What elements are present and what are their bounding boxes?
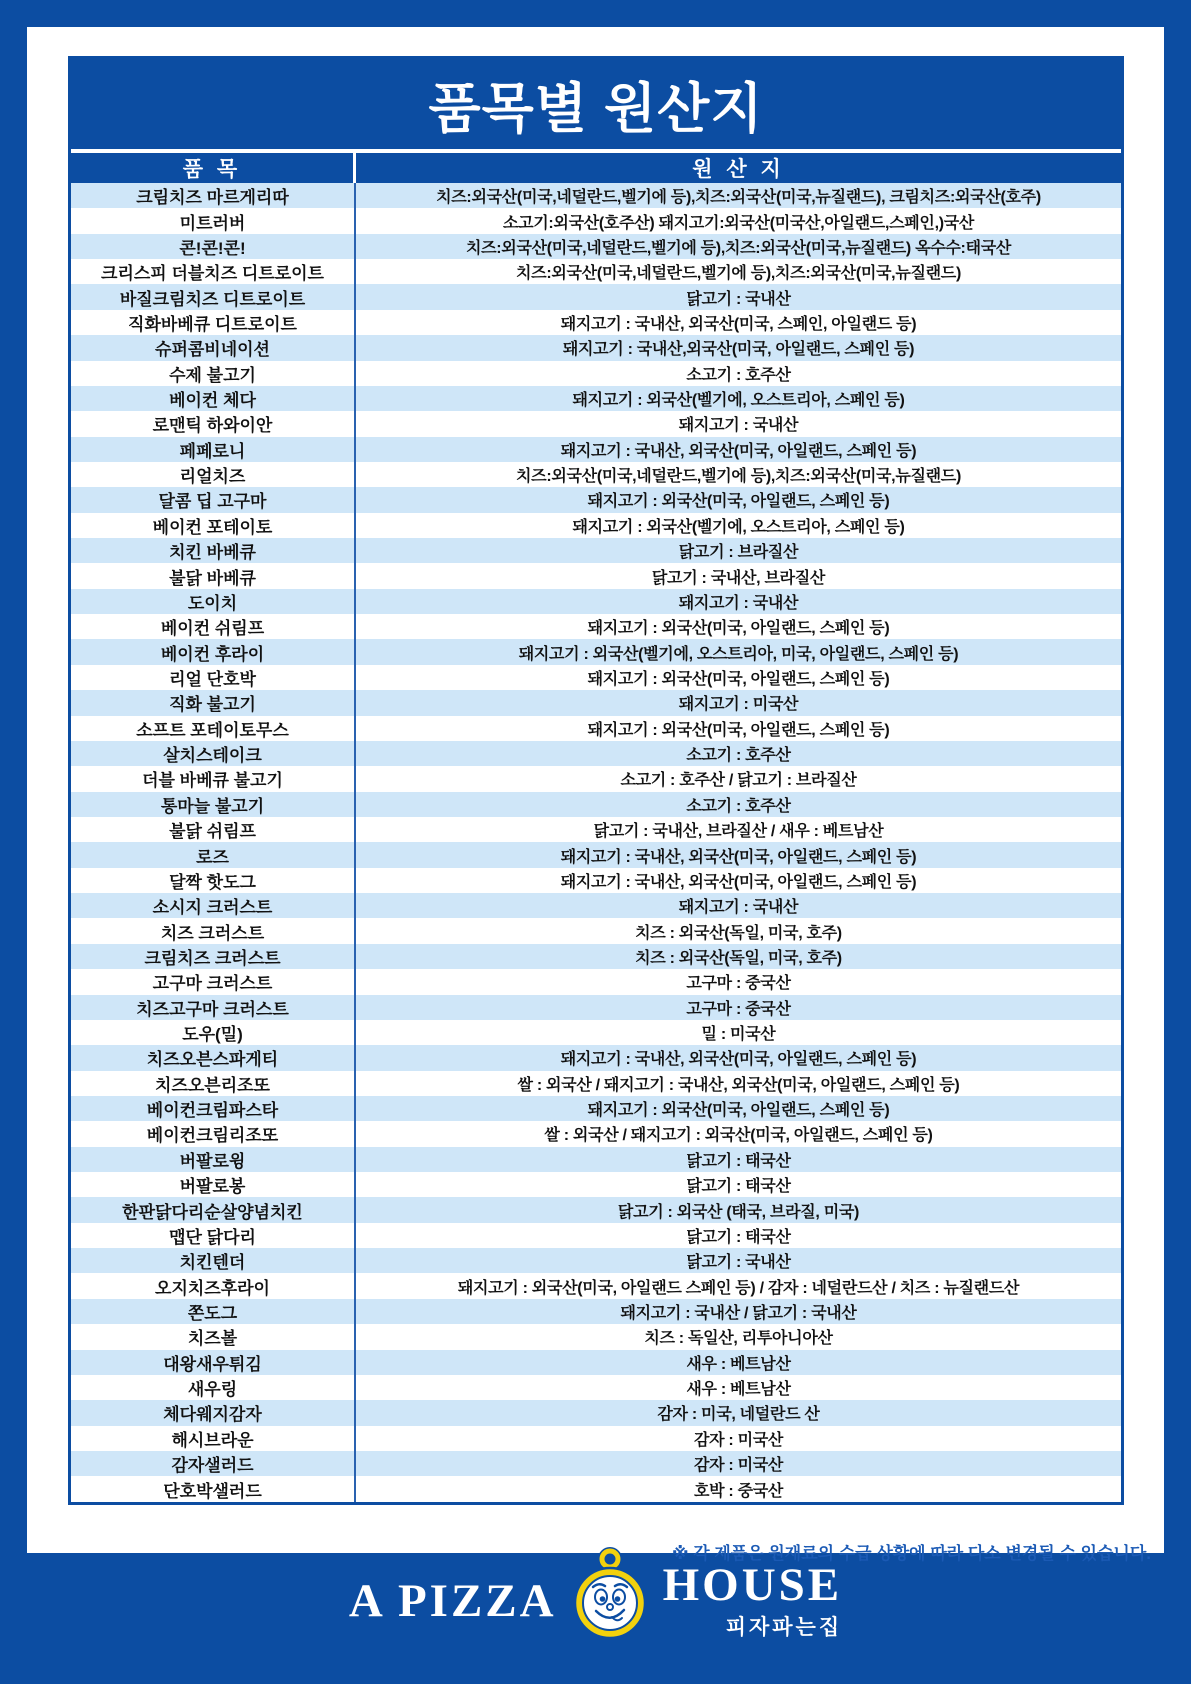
- origin-cell: 고구마 : 중국산: [686, 1000, 791, 1018]
- item-name-cell: 달짝 핫도그: [71, 868, 356, 893]
- table-row: [71, 386, 1121, 411]
- table-row: [71, 665, 1121, 690]
- item-name-cell: 리얼 단호박: [71, 665, 356, 690]
- table-row: [71, 335, 1121, 360]
- origin-cell: 돼지고기 : 국내산, 외국산(미국, 아일랜드, 스페인 등): [560, 1051, 917, 1069]
- item-name-cell: 맵단 닭다리: [71, 1223, 356, 1248]
- item-name-cell: 베이컨크림파스타: [71, 1096, 356, 1121]
- table-row: [71, 462, 1121, 487]
- item-name-cell: 체다웨지감자: [71, 1400, 356, 1425]
- origin-cell: 돼지고기 : 국내산: [678, 417, 799, 435]
- item-name-cell: 콘!콘!콘!: [71, 234, 356, 259]
- item-name-cell: 직화 불고기: [71, 690, 356, 715]
- table-row: [71, 1223, 1121, 1248]
- origin-cell: 돼지고기 : 외국산(미국, 아일랜드, 스페인 등): [587, 620, 890, 638]
- origin-cell: 돼지고기 : 국내산: [678, 899, 799, 917]
- origin-cell: 돼지고기 : 국내산: [678, 594, 799, 612]
- origin-cell: 돼지고기 : 국내산, 외국산(미국, 아일랜드, 스페인 등): [560, 848, 917, 866]
- table-row: [71, 1324, 1121, 1349]
- origin-cell: 쌀 : 외국산 / 돼지고기 : 국내산, 외국산(미국, 아일랜드, 스페인 등): [517, 1076, 960, 1094]
- item-name-cell: 슈퍼콤비네이션: [71, 335, 356, 360]
- origin-cell: 치즈 : 독일산, 리투아니아산: [644, 1330, 833, 1348]
- item-name-cell: 치즈 크러스트: [71, 918, 356, 943]
- table-row: [71, 208, 1121, 233]
- logo-word-left: A PIZZA: [348, 1575, 557, 1627]
- table-row: [71, 1299, 1121, 1324]
- origin-cell: 돼지고기 : 외국산(벨기에, 오스트리아, 미국, 아일랜드, 스페인 등): [518, 645, 959, 663]
- item-name-cell: 도이치: [71, 589, 356, 614]
- origin-cell: 밀 : 미국산: [701, 1026, 776, 1044]
- origin-cell: 치즈:외국산(미국,네덜란드,벨기에 등),치즈:외국산(미국,뉴질랜드): [516, 265, 961, 283]
- origin-cell: 소고기:외국산(호주산) 돼지고기:외국산(미국산,아일랜드,스페인,)국산: [502, 214, 975, 232]
- item-name-cell: 오지치즈후라이: [71, 1273, 356, 1298]
- item-name-cell: 불닭 바베큐: [71, 563, 356, 588]
- origin-cell: 닭고기 : 외국산 (태국, 브라질, 미국): [617, 1203, 860, 1221]
- table-row: [71, 183, 1121, 208]
- item-name-cell: 치즈오븐리조또: [71, 1071, 356, 1096]
- table-row: [71, 690, 1121, 715]
- item-name-cell: 치즈고구마 크러스트: [71, 995, 356, 1020]
- origin-cell: 치즈:외국산(미국,네덜란드,벨기에 등),치즈:외국산(미국,뉴질랜드) 옥수수:태국산: [465, 239, 1012, 257]
- item-name-cell: 베이컨 쉬림프: [71, 614, 356, 639]
- brand-logo: [0, 1559, 1191, 1641]
- origin-cell: 닭고기 : 국내산: [686, 1254, 791, 1272]
- item-name-cell: 치즈오븐스파게티: [71, 1045, 356, 1070]
- item-name-cell: 베이컨 체다: [71, 386, 356, 411]
- table-row: [71, 893, 1121, 918]
- origin-cell: 돼지고기 : 국내산 / 닭고기 : 국내산: [620, 1304, 857, 1322]
- logo-subtitle: 피자파는집: [725, 1616, 843, 1639]
- table-row: [71, 1172, 1121, 1197]
- item-name-cell: 쫀도그: [71, 1299, 356, 1324]
- origin-cell: 소고기 : 호주산: [686, 797, 791, 815]
- origin-cell: 닭고기 : 국내산: [686, 290, 791, 308]
- item-name-cell: 로즈: [71, 842, 356, 867]
- table-body: [71, 183, 1121, 1502]
- table-row: [71, 969, 1121, 994]
- origin-cell: 닭고기 : 태국산: [686, 1178, 791, 1196]
- table-row: [71, 259, 1121, 284]
- origin-cell: 돼지고기 : 외국산(벨기에, 오스트리아, 스페인 등): [572, 518, 905, 536]
- table-row: [71, 1096, 1121, 1121]
- table-row: [71, 1045, 1121, 1070]
- table-row: [71, 1121, 1121, 1146]
- item-name-cell: 해시브라운: [71, 1426, 356, 1451]
- table-row: [71, 310, 1121, 335]
- table-header-row: [71, 153, 1121, 183]
- origin-cell: 감자 : 미국산: [693, 1431, 784, 1449]
- item-name-cell: 불닭 쉬림프: [71, 817, 356, 842]
- item-name-cell: 한판닭다리순살양념치킨: [71, 1197, 356, 1222]
- table-row: [71, 792, 1121, 817]
- item-name-cell: 치킨 바베큐: [71, 538, 356, 563]
- item-name-cell: 리얼치즈: [71, 462, 356, 487]
- logo-right-block: [662, 1559, 843, 1641]
- item-name-cell: 도우(밀): [71, 1020, 356, 1045]
- origin-cell: 닭고기 : 국내산, 브라질산 / 새우 : 베트남산: [593, 823, 884, 841]
- origin-table: [68, 56, 1124, 1505]
- origin-cell: 소고기 : 호주산: [686, 747, 791, 765]
- item-name-cell: 직화바베큐 디트로이트: [71, 310, 356, 335]
- table-row: [71, 817, 1121, 842]
- table-row: [71, 234, 1121, 259]
- item-name-cell: 크리스피 더블치즈 디트로이트: [71, 259, 356, 284]
- item-name-cell: 치즈볼: [71, 1324, 356, 1349]
- table-row: [71, 716, 1121, 741]
- table-row: [71, 766, 1121, 791]
- origin-cell: 닭고기 : 브라질산: [678, 544, 799, 562]
- origin-cell: 돼지고기 : 외국산(미국, 아일랜드, 스페인 등): [587, 671, 890, 688]
- table-row: [71, 1451, 1121, 1476]
- table-row: [71, 1426, 1121, 1451]
- item-name-cell: 크림치즈 크러스트: [71, 944, 356, 969]
- table-row: [71, 995, 1121, 1020]
- origin-cell: 소고기 : 호주산: [686, 366, 791, 384]
- table-row: [71, 513, 1121, 538]
- table-row: [71, 1147, 1121, 1172]
- logo-word-right: HOUSE: [662, 1559, 843, 1611]
- table-row: [71, 284, 1121, 309]
- item-name-cell: 더블 바베큐 불고기: [71, 766, 356, 791]
- item-name-cell: 미트러버: [71, 208, 356, 233]
- table-row: [71, 918, 1121, 943]
- table-row: [71, 1273, 1121, 1298]
- table-row: [71, 1375, 1121, 1400]
- item-name-cell: 수제 불고기: [71, 361, 356, 386]
- item-name-cell: 살치스테이크: [71, 741, 356, 766]
- origin-cell: 돼지고기 : 국내산, 외국산(미국, 아일랜드, 스페인 등): [560, 873, 917, 891]
- table-row: [71, 563, 1121, 588]
- table-row: [71, 1020, 1121, 1045]
- origin-cell: 감자 : 미국, 네덜란드 산: [657, 1406, 820, 1424]
- item-name-cell: 단호박샐러드: [71, 1476, 356, 1501]
- table-row: [71, 1248, 1121, 1273]
- table-row: [71, 1197, 1121, 1222]
- pizza-house-mascot-icon: [573, 1545, 647, 1641]
- item-name-cell: 베이컨 후라이: [71, 639, 356, 664]
- item-name-cell: 버팔로봉: [71, 1172, 356, 1197]
- table-row: [71, 639, 1121, 664]
- table-row: [71, 1476, 1121, 1501]
- origin-cell: 돼지고기 : 외국산(미국, 아일랜드, 스페인 등): [587, 493, 890, 511]
- origin-cell: 고구마 : 중국산: [686, 975, 791, 993]
- column-header-item: 품 목: [71, 153, 356, 183]
- origin-cell: 호박 : 중국산: [693, 1482, 784, 1500]
- origin-cell: 치즈 : 외국산(독일, 미국, 호주): [635, 949, 842, 967]
- origin-cell: 돼지고기 : 외국산(미국, 아일랜드, 스페인 등): [587, 1102, 890, 1120]
- column-header-origin: 원 산 지: [692, 158, 785, 181]
- origin-cell: 치즈:외국산(미국,네덜란드,벨기에 등),치즈:외국산(미국,뉴질랜드): [516, 468, 961, 486]
- table-row: [71, 614, 1121, 639]
- item-name-cell: 크림치즈 마르게리따: [71, 183, 356, 208]
- origin-cell: 치즈:외국산(미국,네덜란드,벨기에 등),치즈:외국산(미국,뉴질랜드), 크림치즈:외국산(호주): [436, 189, 1041, 207]
- origin-cell: 치즈 : 외국산(독일, 미국, 호주): [635, 924, 842, 942]
- item-name-cell: 대왕새우튀김: [71, 1350, 356, 1375]
- table-row: [71, 1071, 1121, 1096]
- item-name-cell: 베이컨크림리조또: [71, 1121, 356, 1146]
- item-name-cell: 바질크림치즈 디트로이트: [71, 284, 356, 309]
- item-name-cell: 소프트 포테이토무스: [71, 716, 356, 741]
- origin-cell: 돼지고기 : 미국산: [678, 696, 799, 714]
- item-name-cell: 고구마 크러스트: [71, 969, 356, 994]
- item-name-cell: 베이컨 포테이토: [71, 513, 356, 538]
- origin-cell: 돼지고기 : 외국산(벨기에, 오스트리아, 스페인 등): [572, 392, 905, 410]
- item-name-cell: 소시지 크러스트: [71, 893, 356, 918]
- item-name-cell: 달콤 딥 고구마: [71, 487, 356, 512]
- table-row: [71, 411, 1121, 436]
- table-row: [71, 589, 1121, 614]
- table-row: [71, 1400, 1121, 1425]
- page-title: 품목별 원산지: [71, 59, 1121, 149]
- origin-cell: 감자 : 미국산: [693, 1457, 784, 1475]
- item-name-cell: 버팔로윙: [71, 1147, 356, 1172]
- table-row: [71, 487, 1121, 512]
- table-row: [71, 868, 1121, 893]
- origin-cell: 돼지고기 : 외국산(미국, 아일랜드 스페인 등) / 감자 : 네덜란드산 / 치즈 : 뉴질랜드산: [457, 1279, 1020, 1297]
- origin-cell: 소고기 : 호주산 / 닭고기 : 브라질산: [620, 772, 857, 790]
- item-name-cell: 통마늘 불고기: [71, 792, 356, 817]
- table-row: [71, 944, 1121, 969]
- item-name-cell: 감자샐러드: [71, 1451, 356, 1476]
- table-row: [71, 361, 1121, 386]
- origin-cell: 돼지고기 : 국내산,외국산(미국, 아일랜드, 스페인 등): [562, 341, 915, 359]
- origin-cell: 닭고기 : 국내산, 브라질산: [651, 569, 826, 587]
- footnote-text: ※ 각 제품은 원재료의 수급 상황에 따라 다소 변경될 수 있습니다.: [671, 1544, 1151, 1563]
- origin-cell: 닭고기 : 태국산: [686, 1228, 791, 1246]
- item-name-cell: 치킨텐더: [71, 1248, 356, 1273]
- origin-cell: 새우 : 베트남산: [686, 1355, 791, 1373]
- item-name-cell: 페페로니: [71, 437, 356, 462]
- table-row: [71, 538, 1121, 563]
- origin-cell: 쌀 : 외국산 / 돼지고기 : 외국산(미국, 아일랜드, 스페인 등): [544, 1127, 933, 1145]
- table-row: [71, 741, 1121, 766]
- table-row: [71, 437, 1121, 462]
- origin-cell: 돼지고기 : 국내산, 외국산(미국, 스페인, 아일랜드 등): [560, 315, 917, 333]
- item-name-cell: 로맨틱 하와이안: [71, 411, 356, 436]
- origin-cell: 돼지고기 : 외국산(미국, 아일랜드, 스페인 등): [587, 721, 890, 739]
- item-name-cell: 새우링: [71, 1375, 356, 1400]
- table-row: [71, 842, 1121, 867]
- origin-cell: 닭고기 : 태국산: [686, 1152, 791, 1170]
- table-row: [71, 1350, 1121, 1375]
- origin-cell: 돼지고기 : 국내산, 외국산(미국, 아일랜드, 스페인 등): [560, 442, 917, 460]
- origin-cell: 새우 : 베트남산: [686, 1381, 791, 1399]
